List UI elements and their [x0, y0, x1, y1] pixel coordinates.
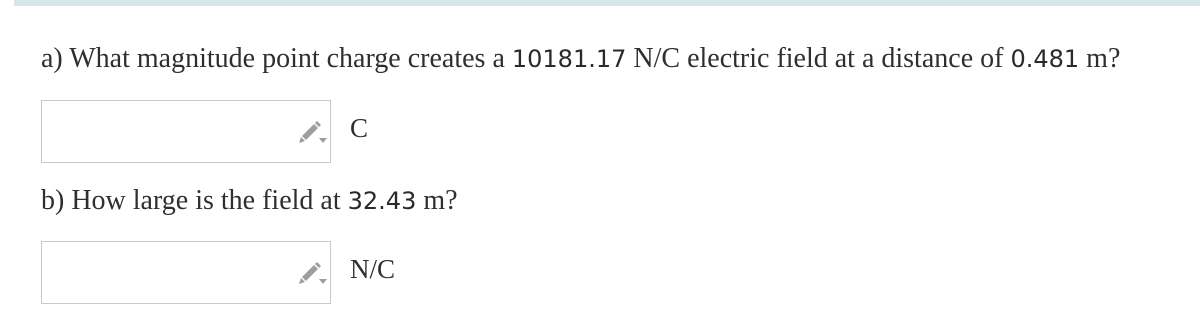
- unit-label-a: C: [350, 113, 369, 143]
- question-b-text: [41, 184, 458, 218]
- answer-input-b[interactable]: [42, 242, 272, 303]
- caret-down-icon: [319, 279, 327, 284]
- question-a-distance-value: 0.481: [1010, 45, 1080, 73]
- question-a-middle: N/C electric field at a distance of: [626, 43, 1011, 74]
- pencil-icon[interactable]: [298, 261, 328, 287]
- top-divider-strip: [14, 0, 1200, 6]
- pencil-icon[interactable]: [298, 120, 328, 146]
- caret-down-icon: [319, 138, 327, 143]
- question-b-distance-value: 32.43: [347, 187, 417, 215]
- answer-box-b[interactable]: [41, 241, 331, 304]
- question-a-prefix: a) What magnitude point charge creates a: [41, 43, 512, 74]
- answer-input-a[interactable]: [42, 101, 272, 162]
- question-a-field-value: 10181.17: [511, 45, 627, 73]
- question-a-text: [41, 42, 1120, 76]
- question-b-suffix: m?: [416, 185, 458, 216]
- answer-box-a[interactable]: [41, 100, 331, 163]
- unit-label-b: N/C: [350, 254, 396, 284]
- question-a-suffix: m?: [1079, 43, 1121, 74]
- question-b-prefix: b) How large is the field at: [41, 185, 348, 216]
